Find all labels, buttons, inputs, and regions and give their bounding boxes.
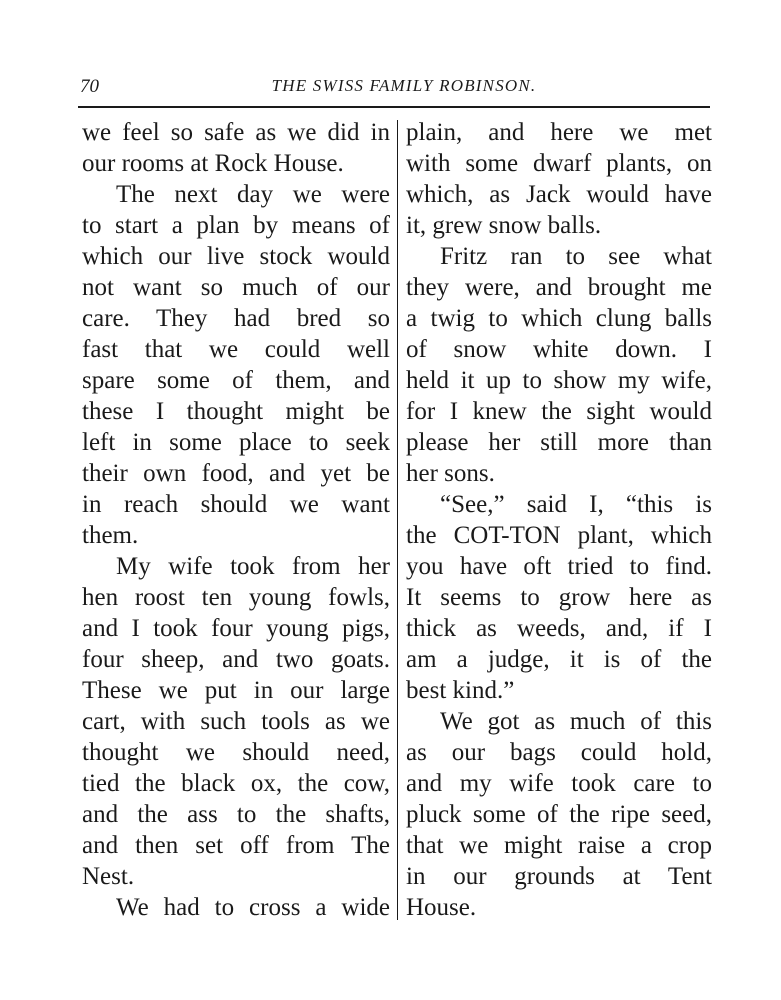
text-line: Fritz ran to see what (440, 243, 712, 270)
text-line: please her still more than (406, 429, 712, 456)
text-line: am a judge, it is of the (406, 646, 712, 673)
text-line: which, as Jack would have (406, 181, 712, 208)
text-line: House. (406, 894, 477, 921)
text-line: and then set off from The (82, 832, 390, 859)
text-line: We got as much of this (440, 708, 712, 735)
text-line: cart, with such tools as we (82, 708, 390, 735)
text-line: left in some place to seek (82, 429, 390, 456)
text-line: My wife took from her (116, 553, 390, 580)
text-line: we feel so safe as we did in (82, 119, 390, 146)
page-number: 70 (80, 76, 99, 97)
text-line: their own food, and yet be (82, 460, 390, 487)
text-line: These we put in our large (82, 677, 390, 704)
text-line: you have oft tried to find. (406, 553, 712, 580)
text-line: held it up to show my wife, (406, 367, 712, 394)
text-line: thick as weeds, and, if I (406, 615, 712, 642)
text-line: in reach should we want (82, 491, 390, 518)
text-line: plain, and here we met (406, 119, 712, 146)
text-line: in our grounds at Tent (406, 863, 712, 890)
text-line: not want so much of our (82, 274, 390, 301)
text-line: The next day we were (116, 181, 390, 208)
text-line: and my wife took care to (406, 770, 712, 797)
text-line: fast that we could well (82, 336, 390, 363)
text-line: it, grew snow balls. (406, 212, 602, 239)
text-line: these I thought might be (82, 398, 390, 425)
text-line: spare some of them, and (82, 367, 390, 394)
running-title: THE SWISS FAMILY ROBINSON. (271, 76, 537, 95)
text-line: of snow white down. I (406, 336, 712, 363)
text-line: four sheep, and two goats. (82, 646, 390, 673)
text-line: the COT-TON plant, which (406, 522, 712, 549)
text-line: our rooms at Rock House. (82, 150, 344, 177)
text-line: care. They had bred so (82, 305, 390, 332)
text-line: We had to cross a wide (116, 894, 390, 921)
text-line: that we might raise a crop (406, 832, 712, 859)
header-rule (78, 106, 710, 108)
text-line: as our bags could hold, (406, 739, 712, 766)
page-header (80, 76, 710, 102)
text-line: “See,” said I, “this is (440, 491, 712, 518)
text-line: her sons. (406, 460, 495, 487)
text-line: and I took four young pigs, (82, 615, 390, 642)
text-line: best kind.” (406, 677, 515, 704)
text-line: Nest. (82, 863, 135, 890)
text-line: to start a plan by means of (82, 212, 390, 239)
text-line: for I knew the sight would (406, 398, 712, 425)
text-line: tied the black ox, the cow, (82, 770, 390, 797)
text-line: It seems to grow here as (406, 584, 712, 611)
text-line: with some dwarf plants, on (406, 150, 712, 177)
right-column (406, 117, 712, 923)
left-column (82, 117, 390, 923)
text-line: hen roost ten young fowls, (82, 584, 390, 611)
text-line: thought we should need, (82, 739, 390, 766)
column-divider (397, 120, 398, 920)
text-line: and the ass to the shafts, (82, 801, 390, 828)
text-line: which our live stock would (82, 243, 390, 270)
text-line: pluck some of the ripe seed, (406, 801, 712, 828)
text-line: them. (82, 522, 139, 549)
text-line: they were, and brought me (406, 274, 712, 301)
text-line: a twig to which clung balls (406, 305, 712, 332)
